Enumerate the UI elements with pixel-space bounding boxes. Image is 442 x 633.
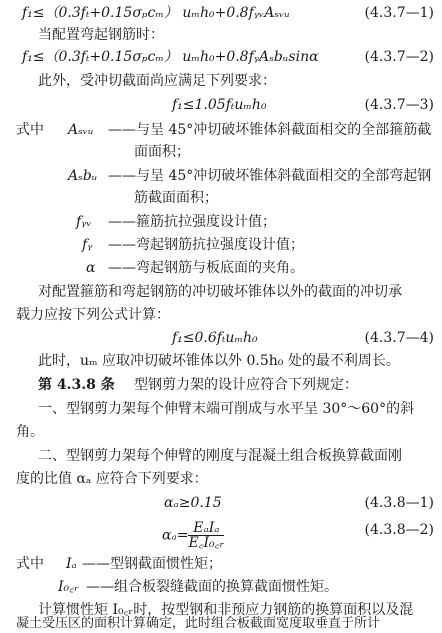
symbol: fᵧᵥ xyxy=(76,214,92,230)
definition-cont: 面面积； xyxy=(134,144,190,160)
article-title: 型钢剪力架的设计应符合下列规定： xyxy=(134,377,358,393)
item-one: 一、型钢剪力架每个伸臂末端可削成与水平呈 30°～60°的斜 xyxy=(38,401,415,417)
formula-4-3-8-1: αₐ≥0.15 xyxy=(164,495,222,511)
denominator: E꜀I₀꜀ᵣ xyxy=(188,535,225,551)
formula-4-3-8-2 xyxy=(162,521,224,550)
formula-4-3-7-2: f₁≤（0.3fₜ+0.15σₚcₘ） uₘh₀+0.8fᵧAₛbᵤsinα xyxy=(22,49,319,65)
article-number: 第 4.3.8 条 xyxy=(38,377,115,393)
paragraph: 凝土受压区的面积计算确定，此时组合板截面宽度取垂直于所计 xyxy=(16,616,381,631)
definition: ——弯起钢筋与板底面的夹角。 xyxy=(108,260,304,276)
definition: ——型钢截面惯性矩； xyxy=(82,556,222,572)
formula-number-4-3-7-2: (4.3.7—2) xyxy=(364,49,434,65)
definition: ——与呈 45°冲切破坏锥体斜截面相交的全部箍筋截 xyxy=(108,122,432,138)
fraction xyxy=(188,521,224,550)
item-two-cont: 度的比值 αₐ 应符合下列要求： xyxy=(16,471,208,487)
paragraph: 载力应按下列公式计算： xyxy=(16,307,170,323)
paragraph: 计算惯性矩 I₀꜀ᵣ时，按型钢和非预应力钢筋的换算面积以及混 xyxy=(38,602,414,618)
symbol: Aₛbᵤ xyxy=(68,168,98,184)
formula-4-3-7-4: f₁≤0.6fₜuₘh₀ xyxy=(172,330,258,346)
text-line: 此外，受冲切截面尚应满足下列要求： xyxy=(38,73,276,89)
paragraph: 对配置箍筋和弯起钢筋的冲切破坏锥体以外的截面的冲切承 xyxy=(38,284,402,300)
formula-lhs: αₐ= xyxy=(162,527,189,544)
where-label: 式中 xyxy=(16,122,44,138)
symbol: Aₛᵥᵤ xyxy=(68,122,94,138)
symbol: Iₐ xyxy=(66,556,77,572)
definition: ——箍筋抗拉强度设计值； xyxy=(108,214,276,230)
definition-cont: 筋截面面积； xyxy=(134,190,218,206)
definition: ——与呈 45°冲切破坏锥体斜截面相交的全部弯起钢 xyxy=(108,168,432,184)
formula-4-3-7-3: f₁≤1.05fₜuₘh₀ xyxy=(172,97,267,113)
where-label: 式中 xyxy=(16,556,44,572)
definition: ——组合板裂缝截面的换算截面惯性矩。 xyxy=(86,579,338,595)
definition: ——弯起钢筋抗拉强度设计值； xyxy=(108,237,304,253)
formula-number-4-3-7-1: (4.3.7—1) xyxy=(364,5,434,21)
text-line: 当配置弯起钢筋时： xyxy=(38,27,164,43)
symbol: fᵧ xyxy=(82,237,93,253)
symbol: α xyxy=(86,260,96,276)
formula-number-4-3-7-3: (4.3.7—3) xyxy=(364,97,434,113)
formula-number-4-3-8-2: (4.3.8—2) xyxy=(364,522,434,538)
item-two: 二、型钢剪力架每个伸臂的刚度与混凝土组合板换算截面刚 xyxy=(38,448,402,464)
numerator: EₐIₐ xyxy=(193,520,220,536)
formula-number-4-3-7-4: (4.3.7—4) xyxy=(364,330,434,346)
formula-4-3-7-1: f₁≤（0.3fₜ+0.15σₚcₘ） uₘh₀+0.8fᵧᵥAₛᵥᵤ xyxy=(22,5,290,21)
symbol: I₀꜀ᵣ xyxy=(58,579,79,595)
item-one-cont: 角。 xyxy=(16,424,44,440)
formula-number-4-3-8-1: (4.3.8—1) xyxy=(364,495,434,511)
paragraph: 此时，uₘ 应取冲切破坏锥体以外 0.5h₀ 处的最不利周长。 xyxy=(38,353,400,369)
